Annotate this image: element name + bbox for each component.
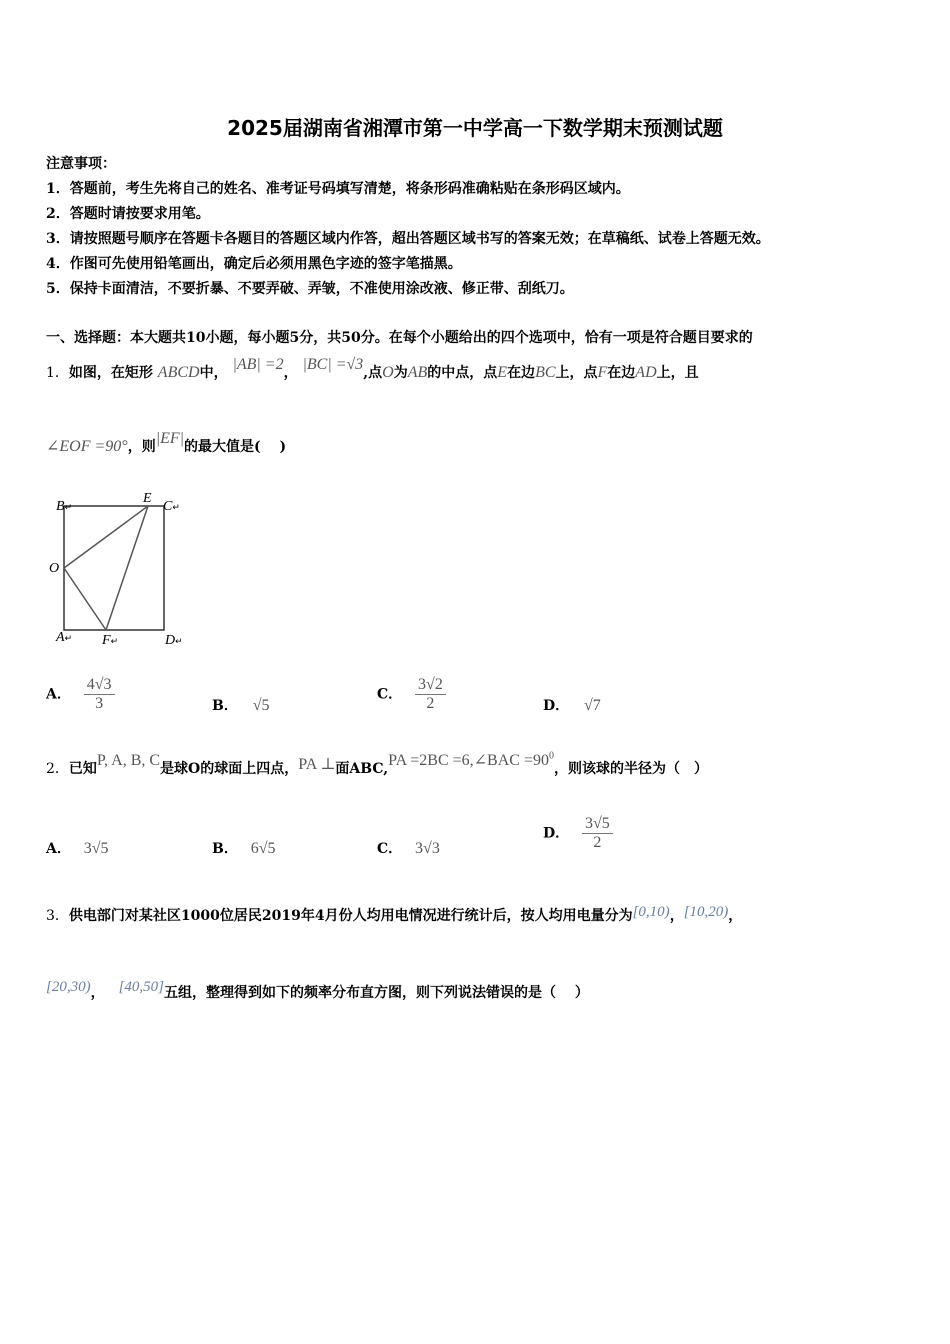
q-math-main: PA =2BC =6,∠BAC =90 <box>388 752 549 769</box>
question-3-line-1 <box>46 905 742 925</box>
q-text: 上，点 <box>555 365 598 381</box>
q-math: |BC| =√3 <box>302 356 364 373</box>
q1-option-c[interactable] <box>377 676 446 713</box>
q-math: E <box>497 364 508 381</box>
q-math <box>388 752 554 769</box>
option-value: 6√5 <box>250 840 276 857</box>
q-text: ， <box>728 908 743 924</box>
label-a: A↵ <box>56 630 73 645</box>
q-math: ABCD <box>157 364 200 381</box>
numerator: 3√2 <box>415 676 446 695</box>
label-f: F↵ <box>102 633 119 648</box>
q-math: |AB| =2 <box>232 356 284 373</box>
option-label: C． <box>377 686 403 703</box>
q2-option-b[interactable] <box>212 838 276 858</box>
q-text: 面ABC, <box>335 761 389 777</box>
q1-option-d[interactable] <box>543 695 601 715</box>
option-label: A． <box>46 686 71 703</box>
q-math: AB <box>407 364 428 381</box>
q-text: ， <box>669 908 684 924</box>
q2-option-d[interactable] <box>543 815 613 852</box>
option-value: √7 <box>584 697 601 714</box>
q-text: ，则 <box>127 439 156 455</box>
option-value: 3√5 <box>83 840 109 857</box>
q-math-sup: 0 <box>548 750 554 762</box>
option-value: 3√3 <box>415 840 440 857</box>
q1-option-a[interactable] <box>46 676 115 713</box>
option-label: B． <box>212 841 238 857</box>
q-math: F <box>597 364 608 381</box>
label-b: B↵ <box>56 499 73 514</box>
q-text: ,点 <box>363 365 383 381</box>
q-text: 供电部门对某社区1000位居民2019年4月份人均用电情况进行统计后，按人均用电量分为 <box>68 908 633 924</box>
q-math: O <box>382 364 394 381</box>
q-text: 的中点，点 <box>427 365 498 381</box>
q-text: 五组，整理得到如下的频率分布直方图，则下列说法错误的是（ ） <box>164 985 589 1001</box>
q-text: 中， <box>199 365 228 381</box>
question-2 <box>46 750 708 778</box>
interval: [10,20) <box>683 904 729 920</box>
page-title: 2025届湖南省湘潭市第一中学高一下数学期末预测试题 <box>227 116 723 140</box>
q-text: ， <box>283 365 298 381</box>
q2-option-a[interactable] <box>46 838 109 858</box>
interval: [20,30) <box>46 979 91 995</box>
option-label: A． <box>46 841 71 857</box>
fraction <box>582 815 613 852</box>
label-e: E <box>143 491 152 506</box>
q-text: 为 <box>393 365 408 381</box>
option-label: B． <box>212 698 238 714</box>
question-3-line-2 <box>46 979 589 1002</box>
q-math: PA ⊥ <box>298 756 336 773</box>
option-label: C． <box>377 841 403 857</box>
q2-option-c[interactable] <box>377 838 440 858</box>
q-math: |EF| <box>155 430 185 447</box>
fraction <box>415 676 446 713</box>
numerator: 4√3 <box>84 676 115 695</box>
denominator: 2 <box>593 834 602 851</box>
option-label: D． <box>543 698 570 714</box>
notice-item: 1．答题前，考生先将自己的姓名、准考证号码填写清楚，将条形码准确粘贴在条形码区域内。 <box>46 181 630 197</box>
q-text: 是球O的球面上四点， <box>160 761 299 777</box>
notice-item: 5．保持卡面清洁，不要折暴、不要弄破、弄皱，不准使用涂改液、修正带、刮纸刀。 <box>46 281 574 297</box>
question-1-line-1 <box>46 356 699 382</box>
question-number: 3． <box>46 908 69 924</box>
notice-heading: 注意事项： <box>46 156 116 172</box>
q-text: 上，且 <box>656 365 699 381</box>
q-text: 的最大值是( ) <box>184 439 287 455</box>
option-label: D． <box>543 825 570 842</box>
notice-item: 3．请按照题号顺序在答题卡各题目的答题区域内作答，超出答题区域书写的答案无效；在草稿纸、试卷上答题无效。 <box>46 231 770 247</box>
question-number: 2． <box>46 761 69 777</box>
rectangle-figure <box>44 486 194 652</box>
label-o: O <box>49 561 60 576</box>
q-math: ∠EOF =90° <box>46 438 128 455</box>
question-1-line-2 <box>46 430 287 456</box>
rectangle-abcd <box>64 506 164 630</box>
segment-oe <box>64 506 148 568</box>
q-text: 在边 <box>507 365 536 381</box>
q-text: ， <box>90 985 105 1001</box>
q-math: P, A, B, C <box>96 752 161 769</box>
denominator: 2 <box>426 695 435 712</box>
numerator: 3√5 <box>582 815 613 834</box>
segment-of <box>64 568 106 630</box>
fraction <box>84 676 115 713</box>
interval: [0,10) <box>632 904 670 920</box>
denominator: 3 <box>95 695 104 712</box>
label-c: C↵ <box>163 499 180 514</box>
section-heading: 一、选择题：本大题共10小题，每小题5分，共50分。在每个小题给出的四个选项中，恰有一项是符合题目要求的 <box>46 330 753 346</box>
q-math: BC <box>535 364 556 381</box>
q-text: ，则该球的半径为（ ） <box>553 761 708 777</box>
question-number: 1． <box>46 365 69 381</box>
q1-option-b[interactable] <box>212 695 270 715</box>
q-math: AD <box>635 364 657 381</box>
interval: [40,50] <box>118 979 165 995</box>
q-text: 如图，在矩形 <box>68 365 153 381</box>
q-text: 已知 <box>68 761 97 777</box>
q-text: 在边 <box>607 365 636 381</box>
notice-item: 2．答题时请按要求用笔。 <box>46 206 210 222</box>
segment-ef <box>106 506 148 630</box>
option-value: √5 <box>252 697 270 714</box>
notice-item: 4．作图可先使用铅笔画出，确定后必须用黑色字迹的签字笔描黑。 <box>46 256 462 272</box>
label-d: D↵ <box>165 633 183 648</box>
